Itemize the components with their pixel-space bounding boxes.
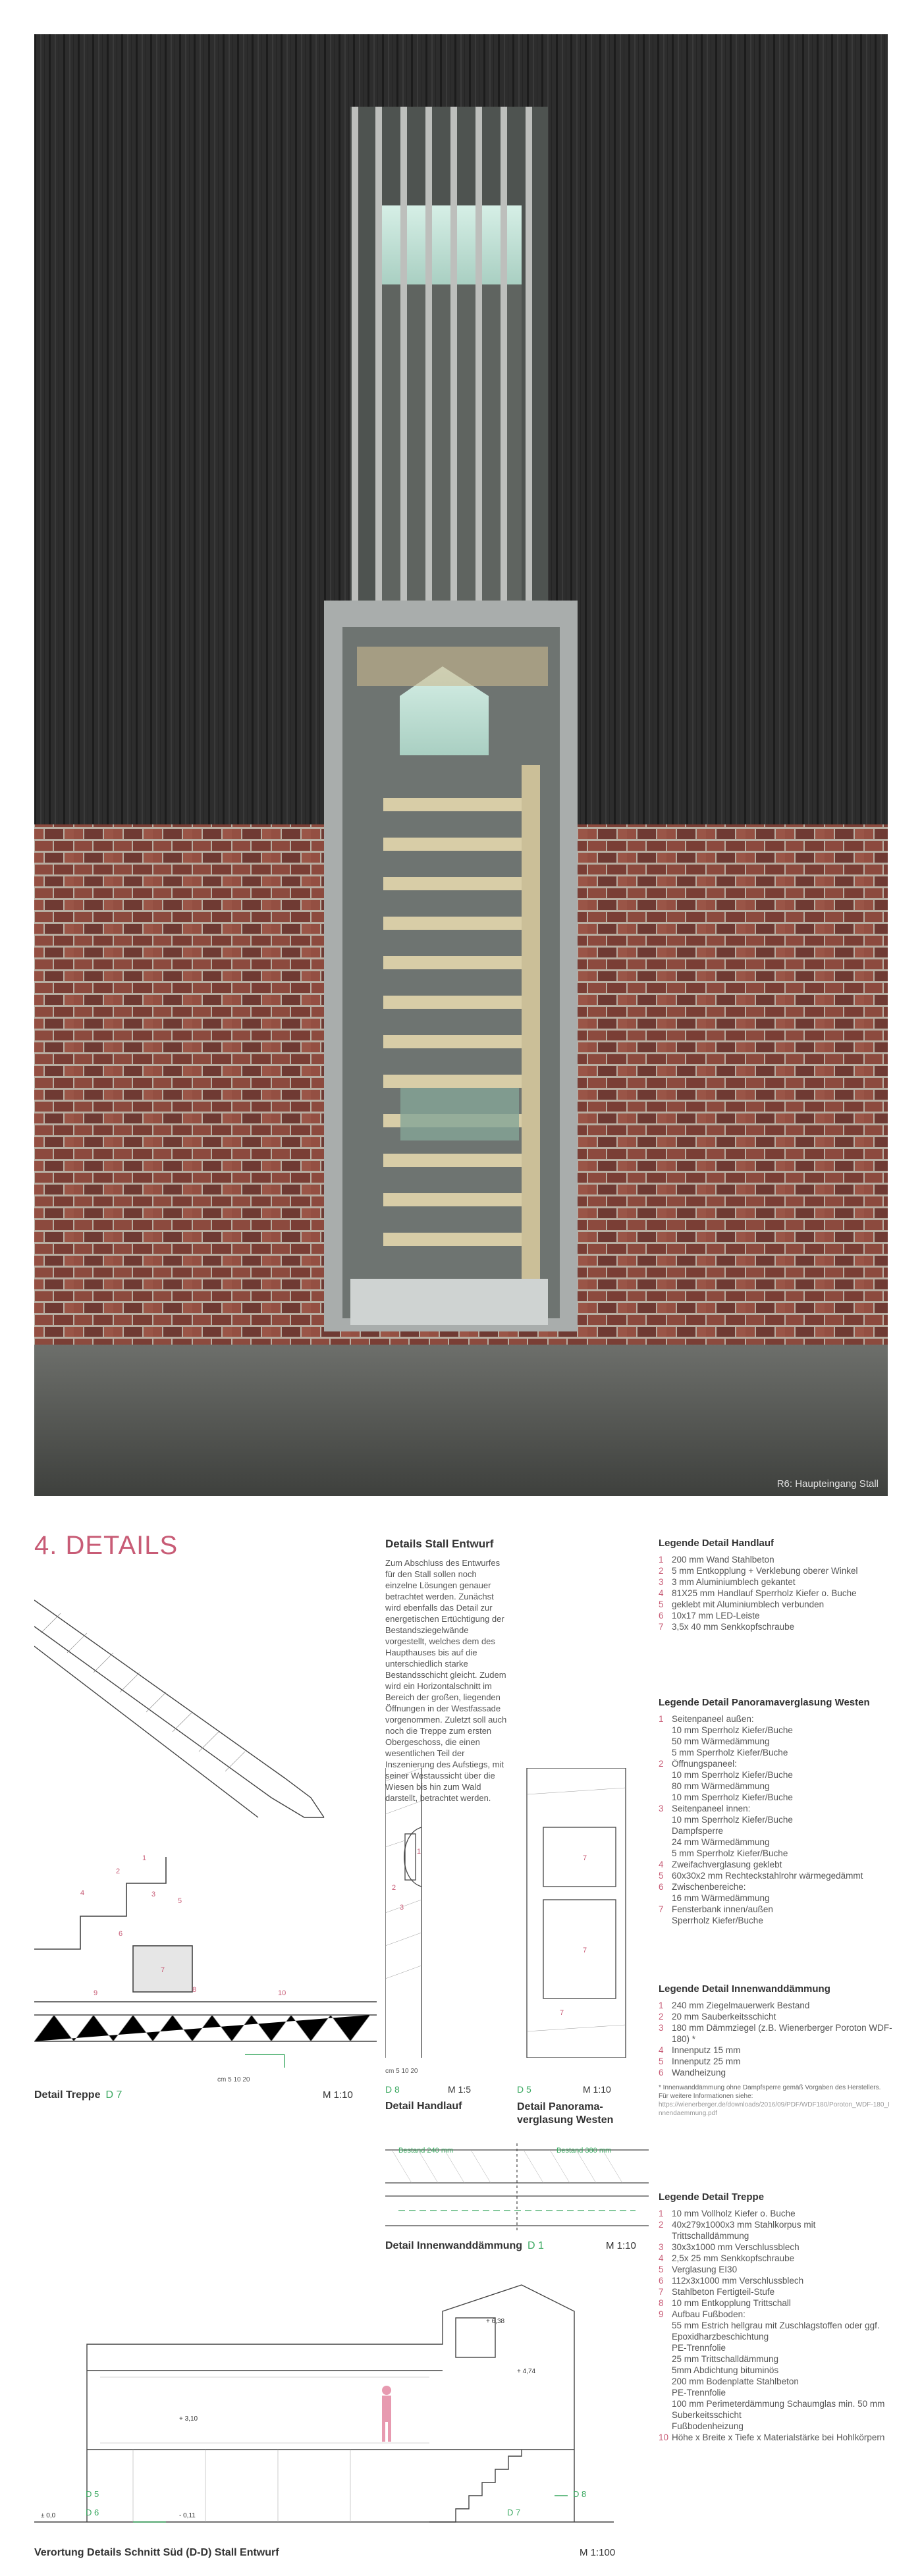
legend-item-text: 50 mm Wärmedämmung xyxy=(672,1736,770,1746)
legend-item-number: 3 xyxy=(659,2242,664,2252)
legend-treppe-list xyxy=(659,2208,892,2443)
legend-item xyxy=(659,2022,892,2045)
legend-item xyxy=(659,1848,892,1859)
svg-text:7: 7 xyxy=(583,1854,587,1862)
svg-text:7: 7 xyxy=(560,2009,564,2017)
legend-item-text: Innenputz 15 mm xyxy=(672,2045,741,2055)
legend-item-number: 1 xyxy=(659,2000,664,2010)
legend-item-text: Zwischenbereiche: xyxy=(672,1882,746,1892)
legend-item xyxy=(659,2241,892,2253)
legend-item-number: 6 xyxy=(659,2068,664,2078)
legend-item-text: 10 mm Sperrholz Kiefer/Buche xyxy=(672,1725,793,1735)
legend-item xyxy=(659,1837,892,1848)
intro-title: Details Stall Entwurf xyxy=(385,1538,494,1550)
legend-item-text: 16 mm Wärmedämmung xyxy=(672,1893,770,1903)
entrance-render-illustration xyxy=(34,34,888,1496)
innenwand-label-right: Bestand 380 mm xyxy=(556,2147,612,2155)
innenwand-caption xyxy=(385,2240,544,2252)
scalebar-5: 5 xyxy=(396,2068,400,2075)
legend-item-text: 25 mm Trittschalldämmung xyxy=(672,2354,779,2364)
legend-item xyxy=(659,2219,892,2241)
legend-item-text: Seitenpaneel innen: xyxy=(672,1804,751,1813)
legend-item xyxy=(659,2309,892,2320)
legend-item xyxy=(659,2000,892,2011)
legend-item-text: Höhe x Breite x Tiefe x Materialstärke bei Hohlkörpern xyxy=(672,2432,885,2442)
legend-item-text: Sperrholz Kiefer/Buche xyxy=(672,1916,763,1925)
legend-item xyxy=(659,1825,892,1837)
legend-panorama-list xyxy=(659,1713,892,1926)
legend-treppe xyxy=(659,2191,892,2443)
legend-item-text: 200 mm Wand Stahlbeton xyxy=(672,1555,774,1565)
legend-item-text: 5 mm Entkopplung + Verklebung oberer Winkel xyxy=(672,1566,858,1576)
legend-item xyxy=(659,2208,892,2219)
legend-item-text: 2,5x 25 mm Senkkopfschraube xyxy=(672,2253,795,2263)
legend-item-number xyxy=(659,2353,672,2365)
legend-item xyxy=(659,1621,892,1632)
legend-item xyxy=(659,1713,892,1725)
svg-text:10: 10 xyxy=(278,1989,286,1997)
legend-item-number xyxy=(659,1725,672,1736)
section-code-d7: D 7 xyxy=(507,2508,521,2517)
treppe-code: D 7 xyxy=(105,2089,122,2101)
section-code-d5: D 5 xyxy=(86,2489,99,2499)
legend-item-text: 100 mm Perimeterdämmung Schaumglas min. 50 mm Suberkeitsschicht xyxy=(672,2399,885,2420)
legend-item-number xyxy=(659,2376,672,2387)
legend-item-number: 4 xyxy=(659,1860,664,1869)
legend-item xyxy=(659,2353,892,2365)
legend-handlauf-title: Legende Detail Handlauf xyxy=(659,1538,774,1549)
svg-text:3: 3 xyxy=(151,1891,156,1898)
legend-innenwand-note xyxy=(659,2083,892,2118)
section-code-d6: D 6 xyxy=(86,2508,99,2517)
legend-item xyxy=(659,2342,892,2353)
legend-item-text: 10 mm Sperrholz Kiefer/Buche xyxy=(672,1815,793,1825)
legend-item-number: 6 xyxy=(659,1611,664,1621)
scalebar-5: 5 xyxy=(228,2076,232,2083)
scalebar-20: 20 xyxy=(242,2076,250,2083)
legend-item-number xyxy=(659,2387,672,2398)
legend-innenwand-title: Legende Detail Innenwanddämmung xyxy=(659,1983,830,1995)
section-illustration xyxy=(34,2272,614,2538)
legend-item xyxy=(659,1554,892,1565)
legend-item xyxy=(659,2286,892,2297)
legend-item-number xyxy=(659,1747,672,1758)
legend-item-text: 180 mm Dämmziegel (z.B. Wienerberger Poroton WDF-180) * xyxy=(672,2023,892,2044)
svg-text:6: 6 xyxy=(119,1930,123,1938)
legend-item xyxy=(659,1881,892,1892)
render-caption: R6: Haupteingang Stall xyxy=(776,1478,879,1489)
legend-item-text: Zweifachverglasung geklebt xyxy=(672,1860,782,1869)
legend-item-text: Innenputz 25 mm xyxy=(672,2056,741,2066)
svg-text:2: 2 xyxy=(392,1884,396,1892)
legend-item-text: 10 mm Entkopplung Trittschall xyxy=(672,2298,791,2308)
legend-item-number: 4 xyxy=(659,2253,664,2263)
legend-item-text: Stahlbeton Fertigteil-Stufe xyxy=(672,2287,775,2297)
legend-item-number xyxy=(659,1736,672,1747)
legend-item-text: 81X25 mm Handlauf Sperrholz Kiefer o. Buche xyxy=(672,1588,857,1598)
legend-item-number: 5 xyxy=(659,2265,664,2274)
legend-item-number xyxy=(659,2365,672,2376)
legend-item xyxy=(659,2275,892,2286)
legend-item xyxy=(659,1736,892,1747)
legend-item-number: 1 xyxy=(659,1555,664,1565)
panorama-code: D 5 xyxy=(517,2084,531,2095)
legend-item-text: 40x279x1000x3 mm Stahlkorpus mit Trittschalldämmung xyxy=(672,2220,816,2241)
scalebar-unit: cm xyxy=(217,2076,227,2083)
handlauf-code: D 8 xyxy=(385,2084,400,2095)
legend-item-text: 5 mm Sperrholz Kiefer/Buche xyxy=(672,1848,788,1858)
legend-item xyxy=(659,2067,892,2078)
legend-item-text: 5 mm Sperrholz Kiefer/Buche xyxy=(672,1748,788,1758)
legend-item xyxy=(659,1599,892,1610)
legend-item-text: Fensterbank innen/außen xyxy=(672,1904,773,1914)
legend-item-text: 10 mm Sperrholz Kiefer/Buche xyxy=(672,1792,793,1802)
svg-text:4: 4 xyxy=(80,1889,85,1897)
scalebar-10: 10 xyxy=(401,2068,409,2075)
legend-panorama-title: Legende Detail Panoramaverglasung Westen xyxy=(659,1697,870,1708)
legend-item-number: 7 xyxy=(659,2287,664,2297)
scalebar-20: 20 xyxy=(410,2068,418,2075)
legend-panorama xyxy=(659,1697,892,1926)
innenwand-code: D 1 xyxy=(528,2240,544,2251)
legend-item-text: Verglasung EI30 xyxy=(672,2265,738,2274)
legend-item-number xyxy=(659,2398,672,2421)
level-3: + 3,10 xyxy=(179,2415,198,2423)
legend-item-text: 30x3x1000 mm Verschlussblech xyxy=(672,2242,800,2252)
legend-item xyxy=(659,2320,892,2342)
legend-item xyxy=(659,2056,892,2067)
legend-item xyxy=(659,1576,892,1588)
legend-item-text: 3 mm Aluminiumblech gekantet xyxy=(672,1577,796,1587)
legend-item-number: 2 xyxy=(659,2012,664,2022)
legend-item xyxy=(659,2421,892,2432)
panorama-caption-line1: Detail Panorama- xyxy=(517,2101,603,2112)
legend-item xyxy=(659,1814,892,1825)
legend-item-number xyxy=(659,1814,672,1825)
legend-item xyxy=(659,1904,892,1915)
legend-item-text: 10 mm Vollholz Kiefer o. Buche xyxy=(672,2209,796,2218)
legend-item xyxy=(659,2365,892,2376)
legend-innenwand-url[interactable]: https://wienerberger.de/downloads/2016/09/PDF/WDF180/Poroton_WDF-180_Innendaemmung.pdf xyxy=(659,2101,890,2117)
legend-item-text: Aufbau Fußboden: xyxy=(672,2309,746,2319)
svg-text:1: 1 xyxy=(142,1854,147,1862)
legend-item xyxy=(659,2297,892,2309)
legend-item-number: 6 xyxy=(659,1882,664,1892)
legend-item xyxy=(659,2376,892,2387)
legend-item-number: 5 xyxy=(659,1871,664,1881)
legend-handlauf xyxy=(659,1538,892,1632)
legend-item-number: 5 xyxy=(659,1599,664,1609)
svg-text:3: 3 xyxy=(400,1904,404,1912)
innenwand-illustration xyxy=(385,2143,649,2232)
schnitt-caption: Verortung Details Schnitt Süd (D-D) Stall Entwurf xyxy=(34,2547,279,2558)
legend-item xyxy=(659,1915,892,1926)
legend-item-number xyxy=(659,1892,672,1904)
svg-text:1: 1 xyxy=(417,1848,421,1856)
legend-item-number: 1 xyxy=(659,1714,664,1724)
innenwand-drawing xyxy=(385,2143,649,2232)
intro-text: Zum Abschluss des Entwurfes für den Stall sollen noch einzelne Lösungen genauer betrachtet werden. Zunächst wird ebenfalls das Detail zur energetischen Ertüchtigung der Bestandsziegelwände vorgestellt, welches dem des Haupthauses bis auf die unterschiedlich starke Bestandsschicht gleicht. Zudem wird ein Horizontalschnitt im Bereich der großen, liegenden Öffnungen in der Westfassade vorgenommen. Zuletzt soll auch noch die Treppe zum ersten Obergeschoss, die einen wesentlichen Teil der Inszenierung des Aufstiegs, mit seiner Westaussicht über die Wiesen bis hin zum Wald darstellt, betrachtet werden. xyxy=(385,1558,507,1803)
schnitt-scale: M 1:100 xyxy=(580,2547,616,2558)
legend-item-number xyxy=(659,1781,672,1792)
legend-item xyxy=(659,1781,892,1792)
legend-item-number: 9 xyxy=(659,2309,664,2319)
handlauf-panorama-illustration xyxy=(385,1768,649,2058)
scalebar-unit: cm xyxy=(385,2068,394,2075)
legend-item-text: 80 mm Wärmedämmung xyxy=(672,1781,770,1791)
level-5: - 0,11 xyxy=(179,2512,196,2519)
legend-item-text: Öffnungspaneel: xyxy=(672,1759,737,1769)
section-title: 4. DETAILS xyxy=(34,1531,178,1560)
handlauf-scale: M 1:5 xyxy=(448,2084,472,2095)
schnitt-drawing xyxy=(34,2272,614,2538)
legend-item-text: 240 mm Ziegelmauerwerk Bestand xyxy=(672,2000,810,2010)
legend-item-number xyxy=(659,1837,672,1848)
legend-item-text: 112x3x1000 mm Verschlussblech xyxy=(672,2276,804,2286)
legend-item-text: 20 mm Sauberkeitsschicht xyxy=(672,2012,776,2022)
legend-item-text: 3,5x 40 mm Senkkopfschraube xyxy=(672,1622,795,1632)
legend-item xyxy=(659,1565,892,1576)
legend-item xyxy=(659,2264,892,2275)
legend-innenwand xyxy=(659,1983,892,2118)
legend-item-number: 7 xyxy=(659,1622,664,1632)
legend-item-text: Dampfsperre xyxy=(672,1826,724,1836)
legend-item-number: 4 xyxy=(659,2045,664,2055)
legend-item xyxy=(659,2387,892,2398)
treppe-caption xyxy=(34,2089,122,2101)
legend-item xyxy=(659,2432,892,2443)
level-2: + 4,74 xyxy=(517,2368,536,2375)
legend-item xyxy=(659,2045,892,2056)
level-1: + 6,38 xyxy=(486,2318,505,2325)
legend-item-number: 3 xyxy=(659,1577,664,1587)
innenwand-caption-text: Detail Innenwanddämmung xyxy=(385,2240,523,2251)
legend-item-number: 4 xyxy=(659,1588,664,1598)
legend-item xyxy=(659,1758,892,1769)
legend-item-text: 200 mm Bodenplatte Stahlbeton xyxy=(672,2376,799,2386)
legend-item xyxy=(659,1870,892,1881)
section-code-d8: D 8 xyxy=(573,2489,587,2499)
legend-item-text: PE-Trennfolie xyxy=(672,2388,726,2398)
legend-item-number xyxy=(659,1825,672,1837)
legend-item xyxy=(659,1588,892,1599)
treppe-scalebar xyxy=(217,2076,250,2083)
legend-item-text: Fußbodenheizung xyxy=(672,2421,744,2431)
handlauf-scalebar xyxy=(385,2068,418,2075)
panorama-caption xyxy=(517,2101,613,2127)
stair-detail-illustration xyxy=(34,1580,377,2081)
treppe-scale: M 1:10 xyxy=(323,2089,353,2101)
legend-item-number: 6 xyxy=(659,2276,664,2286)
legend-item-number xyxy=(659,1792,672,1803)
innenwand-scale: M 1:10 xyxy=(606,2240,636,2251)
legend-item-number: 3 xyxy=(659,2023,664,2033)
legend-item-number: 1 xyxy=(659,2209,664,2218)
legend-item-number: 2 xyxy=(659,2220,664,2230)
legend-item xyxy=(659,1892,892,1904)
legend-item-number xyxy=(659,2320,672,2342)
innenwand-label-left: Bestand 240 mm xyxy=(398,2147,454,2155)
legend-treppe-title: Legende Detail Treppe xyxy=(659,2191,765,2203)
legend-item-number xyxy=(659,2342,672,2353)
legend-item-number xyxy=(659,1769,672,1781)
legend-item xyxy=(659,1769,892,1781)
legend-item-text: Seitenpaneel außen: xyxy=(672,1714,754,1724)
legend-item-text: 10x17 mm LED-Leiste xyxy=(672,1611,760,1621)
legend-item-text: 55 mm Estrich hellgrau mit Zuschlagstoffen oder ggf. Epoxidharzbeschichtung xyxy=(672,2321,880,2342)
legend-item-text: geklebt mit Aluminiumblech verbunden xyxy=(672,1599,825,1609)
legend-item-number: 8 xyxy=(659,2298,664,2308)
legend-item-number: 3 xyxy=(659,1804,664,1813)
legend-item xyxy=(659,1859,892,1870)
treppe-caption-text: Detail Treppe xyxy=(34,2089,101,2101)
handlauf-caption: Detail Handlauf xyxy=(385,2101,462,2112)
handlauf-panorama-drawings xyxy=(385,1768,649,2058)
legend-item xyxy=(659,1610,892,1621)
legend-item-number xyxy=(659,1848,672,1859)
legend-item xyxy=(659,2253,892,2264)
legend-item-text: 10 mm Sperrholz Kiefer/Buche xyxy=(672,1770,793,1780)
legend-item-number xyxy=(659,2421,672,2432)
legend-item-number: 7 xyxy=(659,1904,664,1914)
panorama-caption-line2: verglasung Westen xyxy=(517,2114,614,2126)
legend-item-number: 2 xyxy=(659,1759,664,1769)
panorama-scale: M 1:10 xyxy=(583,2084,611,2095)
legend-item-text: Wandheizung xyxy=(672,2068,726,2078)
detail-treppe-drawing xyxy=(34,1580,377,2081)
svg-text:7: 7 xyxy=(161,1966,165,1974)
legend-item-number: 2 xyxy=(659,1566,664,1576)
level-4: ± 0,0 xyxy=(41,2512,56,2519)
legend-item xyxy=(659,1803,892,1814)
svg-text:8: 8 xyxy=(192,1986,197,1994)
legend-item xyxy=(659,1792,892,1803)
scalebar-10: 10 xyxy=(233,2076,241,2083)
render-image xyxy=(34,34,888,1496)
legend-item xyxy=(659,1725,892,1736)
legend-item-number: 5 xyxy=(659,2056,664,2066)
legend-handlauf-list xyxy=(659,1554,892,1632)
legend-item xyxy=(659,2398,892,2421)
legend-item-text: 24 mm Wärmedämmung xyxy=(672,1837,770,1847)
legend-item-text: PE-Trennfolie xyxy=(672,2343,726,2353)
svg-text:9: 9 xyxy=(94,1989,98,1997)
svg-text:5: 5 xyxy=(178,1897,182,1905)
svg-text:2: 2 xyxy=(116,1867,121,1875)
legend-item-number: 10 xyxy=(659,2432,669,2442)
legend-item-number xyxy=(659,1915,672,1926)
legend-innenwand-note-text: * Innenwanddämmung ohne Dampfsperre gemäß Vorgaben des Herstellers. Für weitere Informationen siehe: xyxy=(659,2084,881,2100)
legend-item-text: 5mm Abdichtung bituminös xyxy=(672,2365,779,2375)
intro-block xyxy=(385,1538,507,1804)
legend-item-text: 60x30x2 mm Rechteckstahlrohr wärmegedämmt xyxy=(672,1871,863,1881)
legend-item xyxy=(659,2011,892,2022)
legend-innenwand-list xyxy=(659,2000,892,2078)
svg-text:7: 7 xyxy=(583,1946,587,1954)
legend-item xyxy=(659,1747,892,1758)
